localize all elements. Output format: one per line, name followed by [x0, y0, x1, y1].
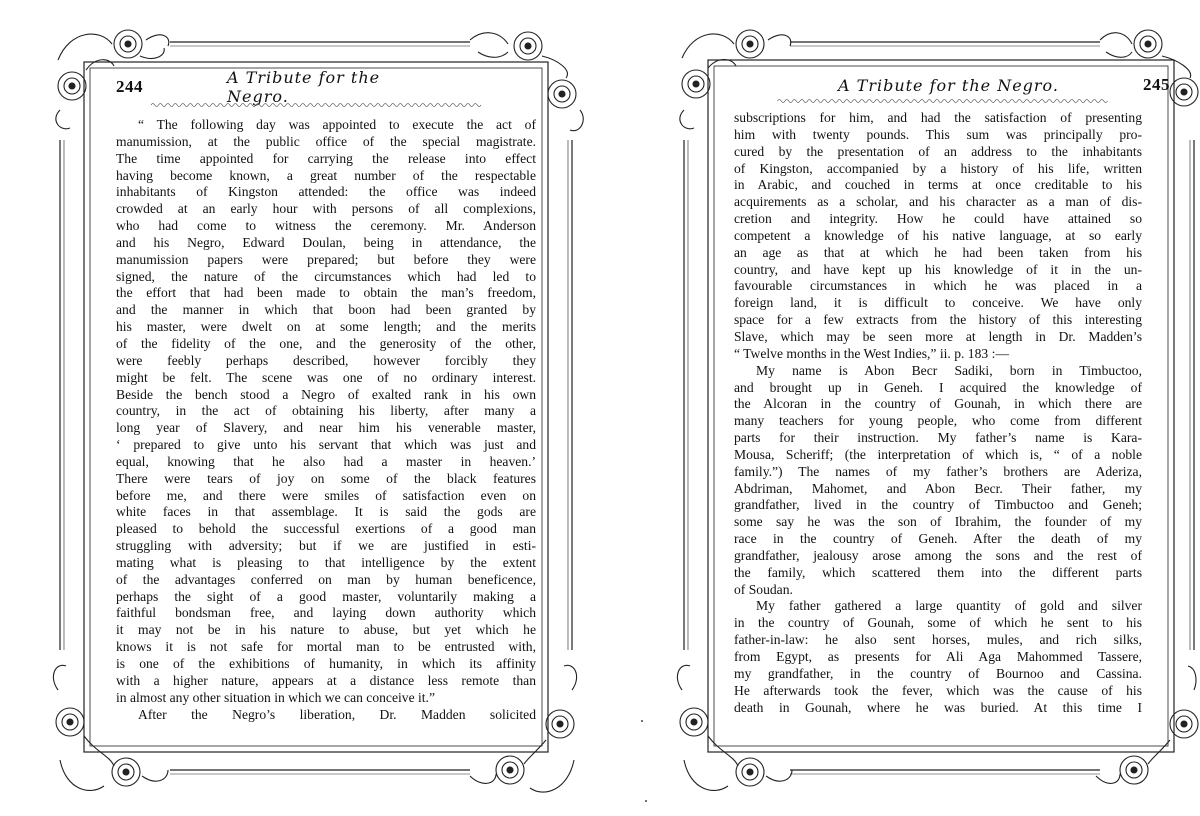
text-line: him with twenty pounds. This sum was principally pro- [734, 126, 1142, 142]
text-line: mating what is pleasing to that intelligence by the extent [116, 554, 536, 570]
text-line: grandfather, lived in the country of Timbuctoo and Geneh; [734, 497, 1142, 513]
text-line: of Kingston, accompanied by a history of his life, written [734, 160, 1142, 176]
text-line: an age as that at which he had been taken from his [734, 244, 1142, 260]
text-line: ‘ prepared to give unto his servant that which was just and [116, 437, 536, 453]
text-line: my grandfather, in the country of Bournoo and Cassina. [734, 665, 1142, 681]
text-line: He afterwards took the fever, which was the cause of his [734, 682, 1142, 698]
text-line: white faces in that assemblage. It is said the gods are [116, 504, 536, 520]
header-rule [96, 102, 536, 108]
text-line: the Alcoran in the country of Gounah, in which there are [734, 396, 1142, 412]
text-line: competent a knowledge of his native language, at so early [734, 227, 1142, 243]
text-line: country, in the act of obtaining his liberty, after many a [116, 403, 536, 419]
text-line: his master, were dwelt on at some length; and the merits [116, 319, 536, 335]
text-line: My name is Abon Becr Sadiki, born in Timbuctoo, [756, 362, 1142, 378]
text-line: long year of Slavery, and near him his venerable master, [116, 420, 536, 436]
text-line: in Arabic, and couched in terms at once creditable to his [734, 177, 1142, 193]
text-line: might be felt. The scene was one of no ordinary interest. [116, 369, 536, 385]
text-line: family.”) The names of my father’s brothers are Aderiza, [734, 463, 1142, 479]
text-line: race in the country of Geneh. After the death of my [734, 531, 1142, 547]
text-line: acquirements as a scholar, and his character as a man of dis- [734, 194, 1142, 210]
text-line: having become known, a great number of the respectable [116, 167, 536, 183]
text-line: manumission papers were prepared; but before they were [116, 251, 536, 267]
text-line: and his Negro, Edward Doulan, being in attendance, the [116, 234, 536, 250]
text-line: Mousa, Scheriff; (the interpretation of which is, “ of a noble [734, 446, 1142, 462]
text-line: and brought up in Geneh. I acquired the knowledge of [734, 379, 1142, 395]
running-title: A Tribute for the Negro. [838, 75, 1059, 95]
gutter-speck [641, 720, 643, 722]
text-line: “ Twelve months in the West Indies,” ii. p. 183 :— [734, 345, 1009, 361]
text-line: space for a few extracts from the history of this interesting [734, 312, 1142, 328]
text-line: is one of the exhibitions of humanity, in which its affinity [116, 656, 536, 671]
text-line: perhaps the sight of a good master, voluntarily making a [116, 588, 536, 604]
text-line: After the Negro’s liberation, Dr. Madden solicited [138, 706, 536, 722]
text-line: from Egypt, as presents for Ali Aga Mahommed Tassere, [734, 649, 1142, 664]
text-line: Slave, which may be seen more at length in Dr. Madden’s [734, 328, 1142, 344]
text-line: grandfather, jealousy arose among the sons and the rest of [734, 547, 1142, 563]
text-line: of the fidelity of the one, and the generosity of the other, [116, 335, 536, 351]
text-line: and the manner in which that boon had been granted by [116, 302, 536, 318]
text-line: favourable circumstances in which he was placed in a [734, 278, 1142, 294]
text-line: signed, the nature of the circumstances which had led to [116, 268, 536, 284]
text-line: were feebly perhaps described, however forcibly they [116, 352, 536, 368]
text-line: of Soudan. [734, 581, 793, 597]
body-text-right [734, 110, 1142, 716]
text-line: in the country of Gounah, some of which he sent to his [734, 615, 1142, 631]
text-line: The time appointed for carrying the release into effect [116, 150, 536, 166]
text-line: it may not be in his nature to abuse, but yet which he [116, 622, 536, 638]
text-line: some say he was the son of Ibrahim, the founder of my [734, 514, 1142, 530]
text-line: country, and have kept up his knowledge of it in the un- [734, 261, 1142, 277]
text-line: Abdriman, Mahomet, and Abon Becr. Their father, my [734, 480, 1142, 496]
text-line: knows it is not safe for mortal man to be entrusted with, [116, 639, 536, 655]
text-line: crowded at an early hour with persons of all complexions, [116, 201, 536, 217]
text-line: foreign land, it is difficult to conceive. We have only [734, 295, 1142, 311]
text-line: with a higher nature, appears at a distance less remote than [116, 672, 536, 688]
text-line: the family, which scattered them into the different parts [734, 564, 1142, 580]
text-line: of the advantages conferred on man by human beneficence, [116, 571, 536, 587]
text-line: parts for their instruction. My father’s name is Kara- [734, 430, 1142, 446]
text-line: cured by the presentation of an address to the inhabitants [734, 143, 1142, 159]
gutter-speck [645, 800, 647, 802]
text-line: father-in-law: he also sent horses, mules, and rich silks, [734, 632, 1142, 648]
text-line: death in Gounah, where he was buried. At this time I [734, 699, 1142, 715]
page-header-left [116, 70, 416, 104]
running-title: A Tribute for the Negro. [227, 68, 381, 106]
text-line: before me, and there were smiles of satisfaction even on [116, 487, 536, 503]
page-number: 244 [116, 77, 143, 96]
text-line: manumission, at the public office of the special magistrate. [116, 133, 536, 149]
text-line: pleased to behold the successful exertions of a good man [116, 521, 536, 537]
text-line: cretion and integrity. How he could have attained so [734, 211, 1142, 227]
right-page [600, 0, 1200, 816]
text-line: equal, knowing that he also had a master in heaven.’ [116, 453, 536, 469]
text-line: My father gathered a large quantity of gold and silver [756, 598, 1142, 614]
text-line: who had come to witness the ceremony. Mr. Anderson [116, 218, 536, 234]
text-line: in almost any other situation in which we can conceive it.” [116, 689, 435, 705]
text-line: the effort that had been made to obtain the man’s freedom, [116, 285, 536, 301]
page-number: 245 [1143, 75, 1170, 94]
header-rule [722, 98, 1166, 104]
text-line: “ The following day was appointed to execute the act of [138, 117, 536, 132]
text-line: faithful bondsman free, and laying down authority which [116, 605, 536, 621]
text-line: Beside the bench stood a Negro of exalted rank in his own [116, 386, 536, 402]
body-text-left [116, 117, 536, 723]
page-header-right [838, 68, 1170, 102]
corner-ornament-top-right [470, 32, 583, 131]
text-line: There were tears of joy on some of the black features [116, 470, 536, 486]
text-line: many teachers for young people, who come from different [734, 413, 1142, 429]
text-line: subscriptions for him, and had the satisfaction of presenting [734, 110, 1142, 125]
text-line: struggling with adversity; but if we are justified in esti- [116, 538, 536, 554]
text-line: inhabitants of Kingston attended: the office was indeed [116, 184, 536, 200]
